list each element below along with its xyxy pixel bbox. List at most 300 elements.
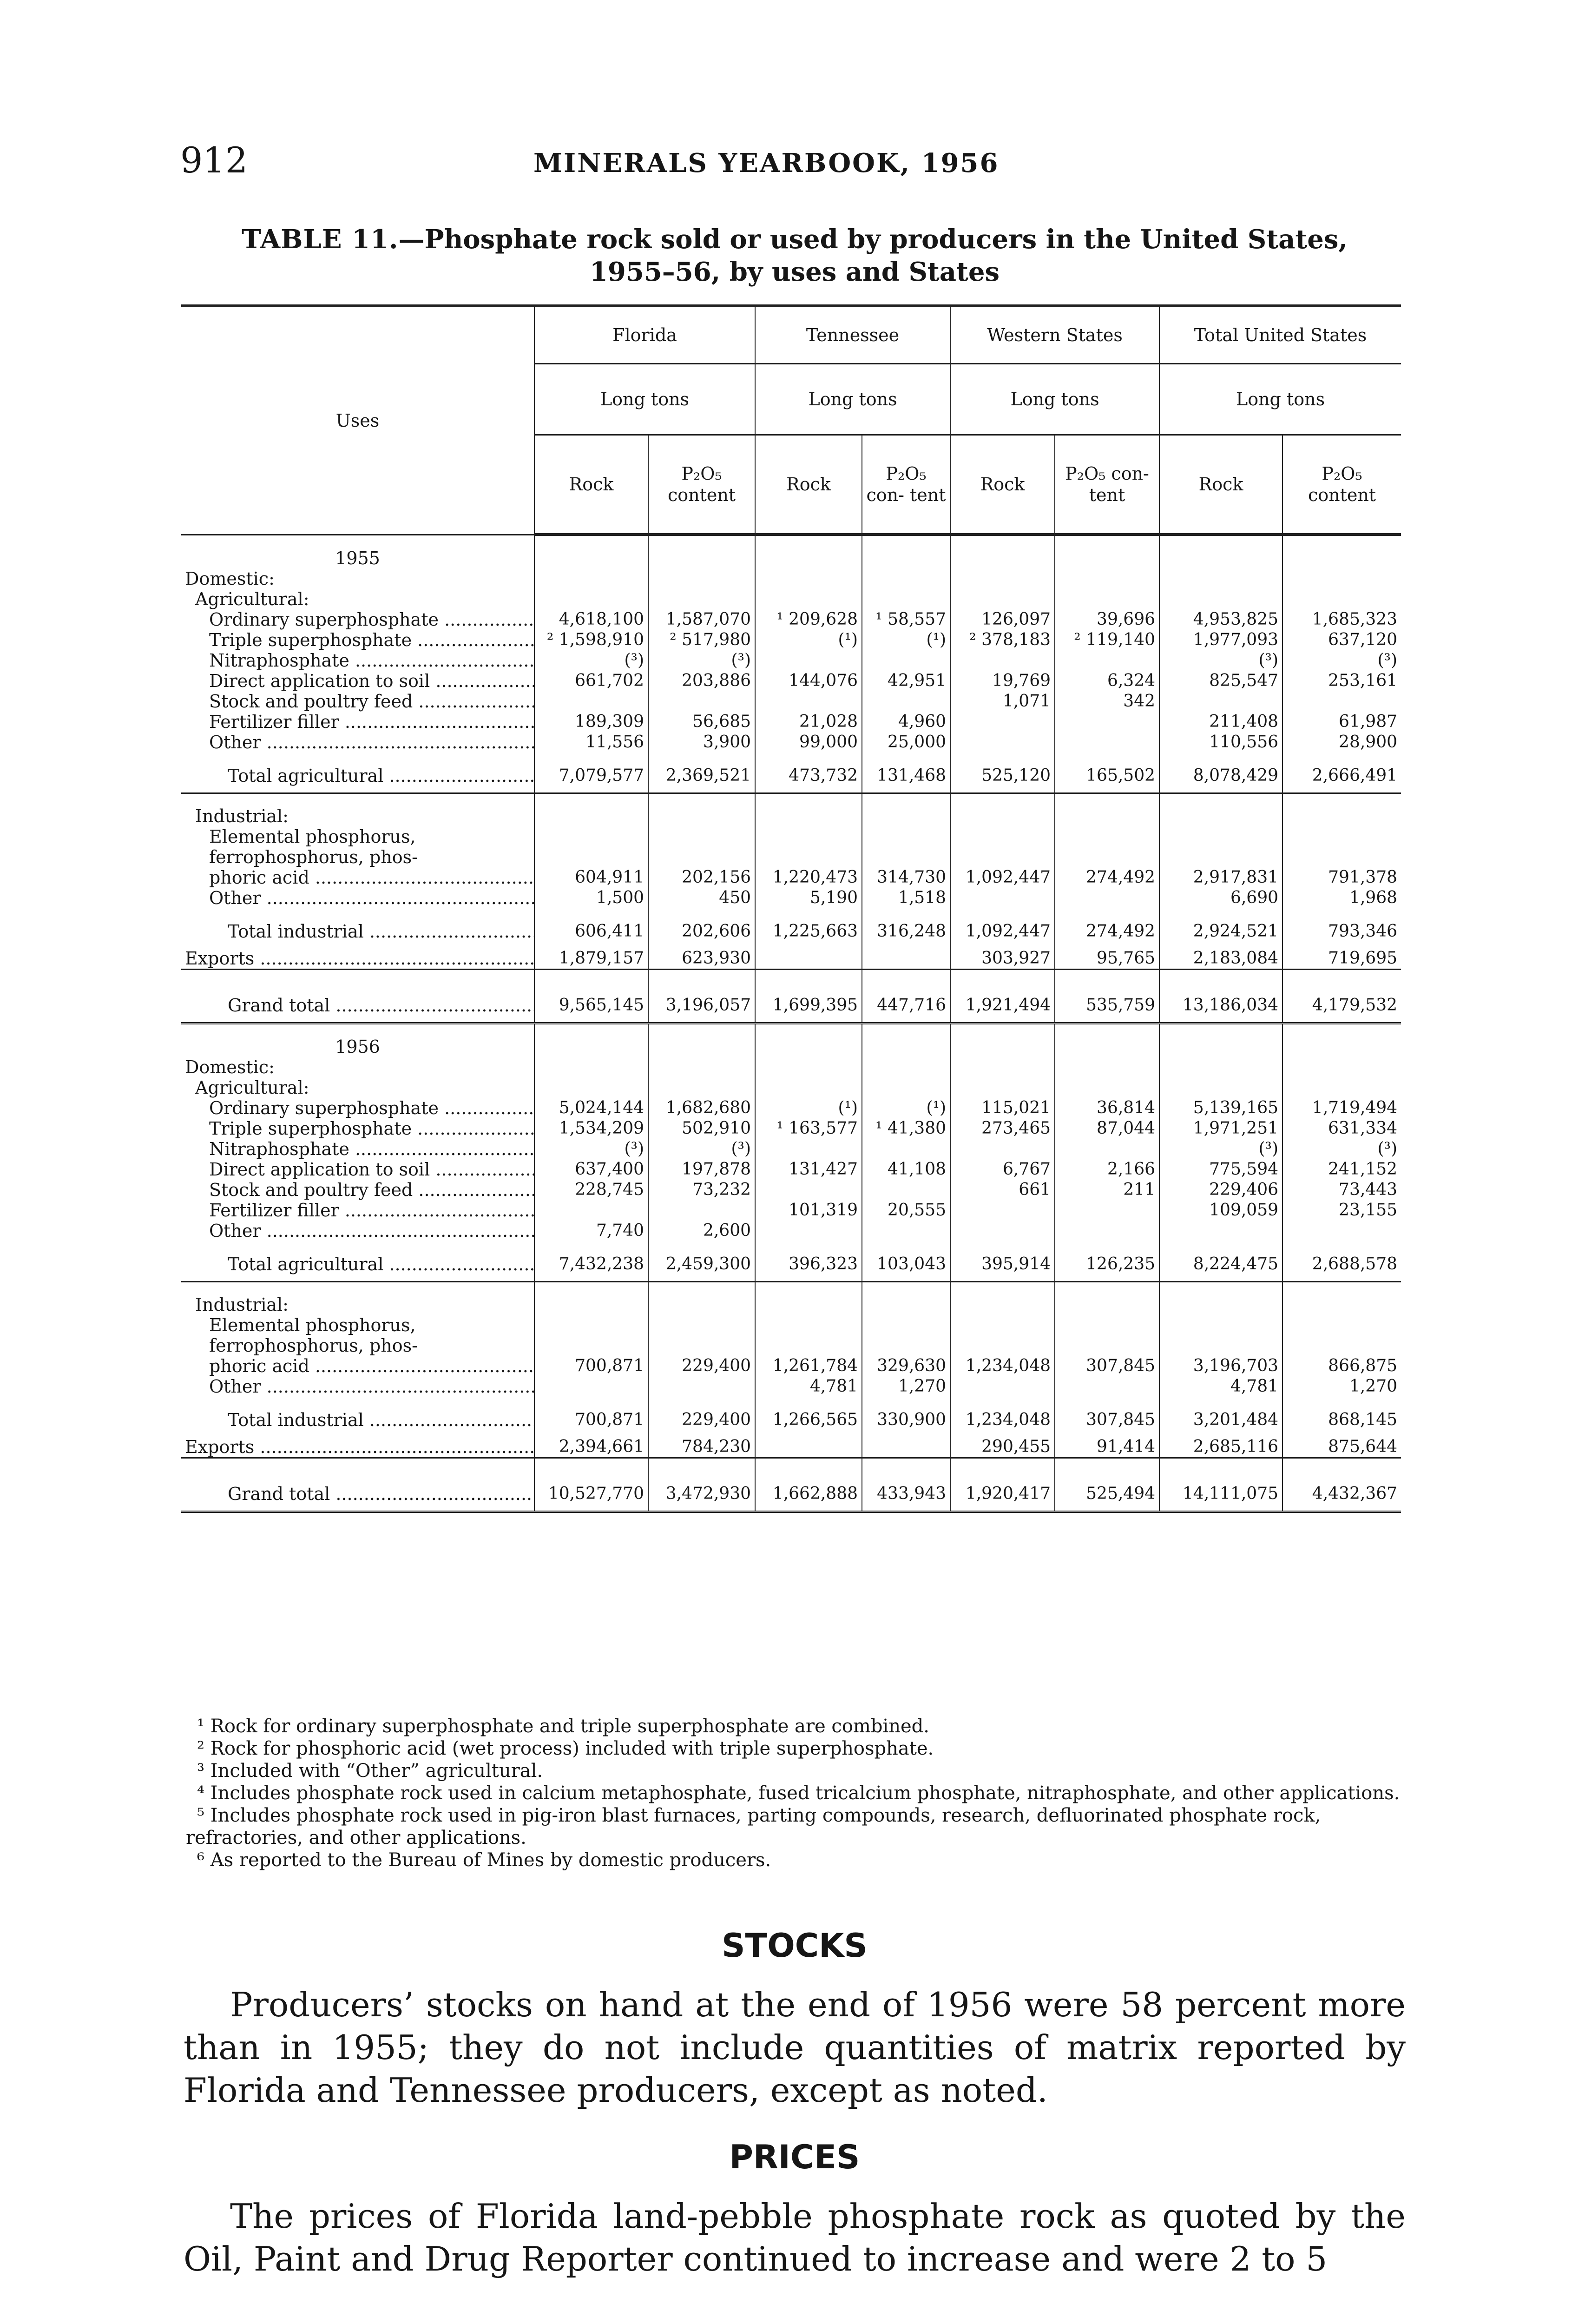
domestic-label-row	[181, 1057, 1401, 1077]
value-cell	[1055, 1200, 1159, 1221]
value-cell: (³)	[648, 650, 755, 671]
empty-cell	[1055, 806, 1159, 826]
value-cell: 6,324	[1055, 671, 1159, 691]
table-row	[181, 908, 1401, 948]
empty-cell	[648, 589, 755, 609]
value-cell	[1055, 888, 1159, 908]
footnote: ¹ Rock for ordinary superphosphate and triple superphosphate are combined.	[197, 1716, 929, 1737]
empty-cell	[1159, 1037, 1282, 1057]
empty-cell	[648, 1294, 755, 1315]
value-cell: 525,120	[950, 753, 1055, 793]
table-row	[181, 732, 1401, 753]
value-cell: 535,759	[1055, 982, 1159, 1023]
empty-cell	[1159, 1458, 1282, 1471]
empty-cell	[1159, 548, 1282, 568]
empty-cell	[648, 548, 755, 568]
empty-cell	[534, 548, 648, 568]
empty-cell	[1282, 1077, 1401, 1098]
empty-cell	[181, 1023, 534, 1037]
value-cell	[950, 732, 1055, 753]
empty-cell	[755, 1077, 862, 1098]
row-label-text: Direct application to soil .....	[209, 671, 534, 691]
empty-cell	[1159, 1282, 1282, 1295]
value-cell: 5,190	[755, 888, 862, 908]
unit-tennessee: Long tons	[755, 364, 950, 435]
value-cell: 793,346	[1282, 908, 1401, 948]
row-label-text: Nitraphosphate .....	[209, 650, 534, 671]
value-cell: 2,600	[648, 1221, 755, 1241]
value-cell	[755, 1180, 862, 1200]
value-cell: (³)	[1159, 650, 1282, 671]
empty-cell	[1055, 793, 1159, 806]
empty-cell	[950, 1282, 1055, 1295]
empty-cell	[1282, 970, 1401, 983]
phosphate-table	[181, 304, 1401, 1513]
year-label: 1956	[335, 1037, 380, 1057]
empty-cell	[534, 535, 648, 548]
row-label-text: ferrophosphorus, phos-	[209, 847, 418, 867]
value-cell	[648, 1335, 755, 1356]
value-cell: 25,000	[862, 732, 950, 753]
empty-cell	[755, 1458, 862, 1471]
value-cell: ¹ 163,577	[755, 1118, 862, 1139]
value-cell: 307,845	[1055, 1356, 1159, 1376]
value-cell: 189,309	[534, 712, 648, 732]
value-cell: 2,394,661	[534, 1437, 648, 1458]
empty-cell	[648, 1037, 755, 1057]
footnote: ³ Included with “Other” agricultural.	[197, 1760, 543, 1782]
value-cell: 395,914	[950, 1241, 1055, 1282]
spacer-row	[181, 793, 1401, 806]
spacer-row	[181, 1458, 1401, 1471]
value-cell: 91,414	[1055, 1437, 1159, 1458]
value-cell: 868,145	[1282, 1397, 1401, 1437]
row-label	[181, 1159, 534, 1180]
value-cell: 3,472,930	[648, 1471, 755, 1512]
value-cell: 502,910	[648, 1118, 755, 1139]
empty-cell	[1055, 1458, 1159, 1471]
footnote: ⁵ Includes phosphate rock used in pig-iron blast furnaces, parting compounds, research, defluorinated phosphate rock, refractories, and other applications.	[186, 1805, 1321, 1849]
value-cell: 1,699,395	[755, 982, 862, 1023]
value-cell: 61,987	[1282, 712, 1401, 732]
row-label-text: Exports .....	[185, 948, 534, 969]
value-cell: 126,097	[950, 609, 1055, 630]
value-cell	[862, 1221, 950, 1241]
value-cell: 791,378	[1282, 867, 1401, 888]
value-cell: 131,427	[755, 1159, 862, 1180]
empty-cell	[755, 1294, 862, 1315]
value-cell	[648, 826, 755, 847]
table-row	[181, 826, 1401, 847]
value-cell: 1,234,048	[950, 1356, 1055, 1376]
empty-cell	[862, 1057, 950, 1077]
value-cell	[950, 847, 1055, 867]
value-cell	[950, 712, 1055, 732]
table-row	[181, 867, 1401, 888]
row-label	[181, 1241, 534, 1282]
value-cell: 211	[1055, 1180, 1159, 1200]
row-label-text: Fertilizer filler .....	[209, 712, 534, 732]
value-cell: (¹)	[755, 630, 862, 650]
region-tennessee: Tennessee	[755, 307, 950, 364]
table-row	[181, 1159, 1401, 1180]
value-cell	[1282, 1335, 1401, 1356]
uses-header: Uses	[181, 307, 534, 535]
running-title: MINERALS YEARBOOK, 1956	[533, 148, 1000, 178]
value-cell	[1159, 1315, 1282, 1335]
value-cell: 1,234,048	[950, 1397, 1055, 1437]
value-cell	[1055, 1335, 1159, 1356]
value-cell: 19,769	[950, 671, 1055, 691]
value-cell: 6,690	[1159, 888, 1282, 908]
value-cell	[950, 1376, 1055, 1397]
value-cell: 661,702	[534, 671, 648, 691]
year-row	[181, 1037, 1401, 1057]
prices-section	[184, 2138, 1406, 2280]
value-cell	[1159, 1335, 1282, 1356]
value-cell	[1055, 1221, 1159, 1241]
empty-cell	[534, 1023, 648, 1037]
empty-cell	[755, 1282, 862, 1295]
row-label-text: Stock and poultry feed .....	[209, 691, 534, 712]
value-cell: 110,556	[1159, 732, 1282, 753]
empty-cell	[1282, 1037, 1401, 1057]
empty-cell	[1159, 568, 1282, 589]
empty-cell	[648, 1077, 755, 1098]
unit-total: Long tons	[1159, 364, 1401, 435]
stocks-section	[184, 1927, 1406, 2112]
value-cell	[648, 847, 755, 867]
value-cell: 825,547	[1159, 671, 1282, 691]
value-cell: 631,334	[1282, 1118, 1401, 1139]
value-cell	[862, 691, 950, 712]
value-cell: 165,502	[1055, 753, 1159, 793]
value-cell: 623,930	[648, 948, 755, 970]
empty-cell	[950, 1077, 1055, 1098]
table-row	[181, 1118, 1401, 1139]
agricultural-label: Agricultural:	[195, 1077, 309, 1098]
row-label	[181, 630, 534, 650]
empty-cell	[755, 970, 862, 983]
empty-cell	[862, 793, 950, 806]
empty-cell	[1055, 1077, 1159, 1098]
value-cell	[755, 1139, 862, 1159]
empty-cell	[1282, 806, 1401, 826]
value-cell	[534, 826, 648, 847]
row-label-text: phoric acid .....	[209, 1356, 534, 1376]
table-row	[181, 650, 1401, 671]
value-cell: 661	[950, 1180, 1055, 1200]
value-cell: 450	[648, 888, 755, 908]
table-row	[181, 1397, 1401, 1437]
value-cell	[1159, 847, 1282, 867]
value-cell: 11,556	[534, 732, 648, 753]
row-label	[181, 712, 534, 732]
value-cell: 314,730	[862, 867, 950, 888]
empty-cell	[1055, 548, 1159, 568]
row-label	[181, 1437, 534, 1458]
value-cell: 3,900	[648, 732, 755, 753]
value-cell	[534, 1376, 648, 1397]
row-label	[181, 609, 534, 630]
value-cell: 1,225,663	[755, 908, 862, 948]
value-cell: 39,696	[1055, 609, 1159, 630]
table-caption	[184, 223, 1406, 288]
empty-cell	[648, 535, 755, 548]
value-cell	[950, 1315, 1055, 1335]
value-cell	[950, 1221, 1055, 1241]
value-cell: 23,155	[1282, 1200, 1401, 1221]
row-label	[181, 1471, 534, 1512]
empty-cell	[648, 1023, 755, 1037]
empty-cell	[862, 1458, 950, 1471]
empty-cell	[1282, 568, 1401, 589]
value-cell: 126,235	[1055, 1241, 1159, 1282]
spacer-row	[181, 1023, 1401, 1037]
table-row	[181, 1356, 1401, 1376]
value-cell: 525,494	[1055, 1471, 1159, 1512]
empty-cell	[181, 1282, 534, 1295]
value-cell	[1055, 712, 1159, 732]
value-cell: 202,606	[648, 908, 755, 948]
value-cell: 700,871	[534, 1356, 648, 1376]
empty-cell	[862, 1037, 950, 1057]
table-row	[181, 1098, 1401, 1118]
row-label-text: Total agricultural .....	[228, 1254, 534, 1274]
row-label	[181, 732, 534, 753]
value-cell: 330,900	[862, 1397, 950, 1437]
empty-cell	[1282, 589, 1401, 609]
row-label	[181, 1335, 534, 1356]
value-cell: 273,465	[950, 1118, 1055, 1139]
value-cell: 56,685	[648, 712, 755, 732]
value-cell: 1,977,093	[1159, 630, 1282, 650]
empty-cell	[755, 568, 862, 589]
value-cell: 7,432,238	[534, 1241, 648, 1282]
empty-cell	[950, 1023, 1055, 1037]
value-cell: 10,527,770	[534, 1471, 648, 1512]
value-cell	[1159, 691, 1282, 712]
row-label-text: Total industrial .....	[228, 921, 534, 942]
row-label-text: Grand total .....	[228, 995, 534, 1016]
empty-cell	[181, 535, 534, 548]
empty-cell	[1055, 1294, 1159, 1315]
prices-paragraph: The prices of Florida land-pebble phosphate rock as quoted by the Oil, Paint and Drug Reporter continued to increase and were 2 to 5	[184, 2197, 1406, 2278]
value-cell: 13,186,034	[1159, 982, 1282, 1023]
empty-cell	[1282, 1282, 1401, 1295]
value-cell	[1055, 1376, 1159, 1397]
value-cell: 1,685,323	[1282, 609, 1401, 630]
value-cell: ² 378,183	[950, 630, 1055, 650]
empty-cell	[950, 535, 1055, 548]
table-row	[181, 1437, 1401, 1458]
empty-cell	[1282, 548, 1401, 568]
region-total-us: Total United States	[1159, 307, 1401, 364]
value-cell	[1055, 732, 1159, 753]
value-cell: 4,618,100	[534, 609, 648, 630]
footnote: ⁶ As reported to the Bureau of Mines by domestic producers.	[197, 1849, 771, 1871]
value-cell	[1055, 847, 1159, 867]
row-label	[181, 691, 534, 712]
value-cell: 2,369,521	[648, 753, 755, 793]
empty-cell	[1159, 589, 1282, 609]
empty-cell	[1159, 535, 1282, 548]
row-label-text: phoric acid .....	[209, 867, 534, 888]
row-label	[181, 982, 534, 1023]
value-cell: 396,323	[755, 1241, 862, 1282]
value-cell: ¹ 41,380	[862, 1118, 950, 1139]
value-cell: 2,459,300	[648, 1241, 755, 1282]
value-cell: 28,900	[1282, 732, 1401, 753]
empty-cell	[534, 970, 648, 983]
empty-cell	[755, 589, 862, 609]
value-cell	[755, 948, 862, 970]
value-cell: 2,685,116	[1159, 1437, 1282, 1458]
value-cell: 1,968	[1282, 888, 1401, 908]
empty-cell	[950, 548, 1055, 568]
value-cell	[1055, 1139, 1159, 1159]
row-label	[181, 948, 534, 970]
stocks-heading: STOCKS	[722, 1927, 868, 1965]
value-cell: 229,400	[648, 1397, 755, 1437]
value-cell	[534, 1200, 648, 1221]
value-cell: 229,406	[1159, 1180, 1282, 1200]
row-label	[181, 1180, 534, 1200]
empty-cell	[534, 1294, 648, 1315]
value-cell: 5,139,165	[1159, 1098, 1282, 1118]
row-label-text: Other .....	[209, 732, 534, 753]
row-label-text: Other .....	[209, 888, 534, 908]
value-cell	[755, 1315, 862, 1335]
empty-cell	[1282, 535, 1401, 548]
value-cell: 2,166	[1055, 1159, 1159, 1180]
value-cell: 290,455	[950, 1437, 1055, 1458]
value-cell: 637,120	[1282, 630, 1401, 650]
empty-cell	[648, 793, 755, 806]
value-cell: ² 1,598,910	[534, 630, 648, 650]
row-label	[181, 888, 534, 908]
value-cell: 1,071	[950, 691, 1055, 712]
value-cell: 700,871	[534, 1397, 648, 1437]
empty-cell	[181, 970, 534, 983]
col-p2o5: P₂O₅ content	[648, 435, 755, 535]
row-label	[181, 847, 534, 867]
empty-cell	[755, 535, 862, 548]
value-cell: 241,152	[1282, 1159, 1401, 1180]
table-row	[181, 712, 1401, 732]
value-cell: 1,220,473	[755, 867, 862, 888]
value-cell	[862, 826, 950, 847]
domestic-label-row	[181, 568, 1401, 589]
empty-cell	[1159, 793, 1282, 806]
stocks-paragraph: Producers’ stocks on hand at the end of 1956 were 58 percent more than in 1955; they do not include quantities of matrix reported by Florida and Tennessee producers, except as noted.	[184, 1985, 1406, 2110]
empty-cell	[648, 1057, 755, 1077]
value-cell: 775,594	[1159, 1159, 1282, 1180]
empty-cell	[1055, 1037, 1159, 1057]
value-cell	[1282, 1315, 1401, 1335]
value-cell	[648, 1315, 755, 1335]
empty-cell	[534, 1458, 648, 1471]
value-cell	[862, 650, 950, 671]
empty-cell	[862, 1023, 950, 1037]
industrial-label-row	[181, 806, 1401, 826]
row-label-text: Exports .....	[185, 1437, 534, 1457]
value-cell: 8,224,475	[1159, 1241, 1282, 1282]
value-cell: (³)	[648, 1139, 755, 1159]
table-row	[181, 888, 1401, 908]
value-cell: 1,092,447	[950, 867, 1055, 888]
row-label-text: Elemental phosphorus,	[209, 826, 416, 847]
value-cell: 73,232	[648, 1180, 755, 1200]
value-cell: 253,161	[1282, 671, 1401, 691]
value-cell: 1,920,417	[950, 1471, 1055, 1512]
empty-cell	[755, 1057, 862, 1077]
empty-cell	[1159, 970, 1282, 983]
value-cell	[755, 650, 862, 671]
value-cell: 866,875	[1282, 1356, 1401, 1376]
value-cell: 211,408	[1159, 712, 1282, 732]
value-cell: (³)	[1282, 1139, 1401, 1159]
value-cell: 87,044	[1055, 1118, 1159, 1139]
empty-cell	[862, 1282, 950, 1295]
spacer-row	[181, 970, 1401, 983]
value-cell: 637,400	[534, 1159, 648, 1180]
data-table	[181, 307, 1401, 1513]
value-cell: 1,261,784	[755, 1356, 862, 1376]
value-cell	[1159, 826, 1282, 847]
year-row	[181, 548, 1401, 568]
col-p2o5: P₂O₅ con- tent	[1055, 435, 1159, 535]
industrial-label: Industrial:	[195, 806, 289, 826]
value-cell: 21,028	[755, 712, 862, 732]
row-label	[181, 1200, 534, 1221]
value-cell: 274,492	[1055, 867, 1159, 888]
empty-cell	[534, 589, 648, 609]
empty-cell	[534, 806, 648, 826]
value-cell: (³)	[534, 650, 648, 671]
value-cell: 3,196,057	[648, 982, 755, 1023]
value-cell	[862, 847, 950, 867]
spacer-row	[181, 1282, 1401, 1295]
value-cell: 229,400	[648, 1356, 755, 1376]
value-cell: (¹)	[755, 1098, 862, 1118]
value-cell: 473,732	[755, 753, 862, 793]
value-cell: 4,960	[862, 712, 950, 732]
value-cell: 2,666,491	[1282, 753, 1401, 793]
table-row	[181, 1471, 1401, 1512]
empty-cell	[755, 793, 862, 806]
value-cell	[862, 1180, 950, 1200]
value-cell: 7,740	[534, 1221, 648, 1241]
table-row	[181, 1200, 1401, 1221]
row-label-text: Ordinary superphosphate .....	[209, 609, 534, 630]
value-cell	[648, 691, 755, 712]
row-label-text: Grand total .....	[228, 1484, 534, 1504]
col-p2o5: P₂O₅ con- tent	[862, 435, 950, 535]
value-cell	[534, 1335, 648, 1356]
row-label-text: Total industrial .....	[228, 1410, 534, 1430]
value-cell	[1055, 826, 1159, 847]
value-cell: 41,108	[862, 1159, 950, 1180]
value-cell: 4,179,532	[1282, 982, 1401, 1023]
value-cell: 3,196,703	[1159, 1356, 1282, 1376]
footnotes	[186, 1715, 1403, 1871]
value-cell: 274,492	[1055, 908, 1159, 948]
value-cell: 1,518	[862, 888, 950, 908]
value-cell	[755, 1437, 862, 1458]
prices-heading: PRICES	[729, 2138, 860, 2176]
table-row	[181, 671, 1401, 691]
